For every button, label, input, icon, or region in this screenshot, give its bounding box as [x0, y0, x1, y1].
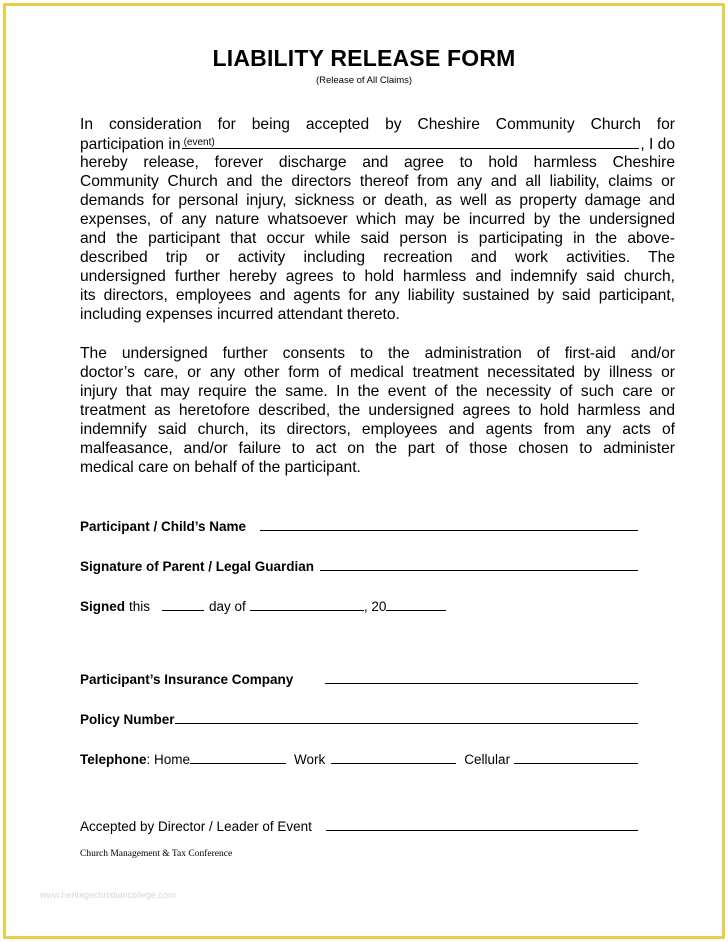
paragraph-line: treatment as heretofore described, the undersigned agrees to hold harmless and	[80, 402, 675, 419]
telephone-cellular-text: Cellular	[464, 752, 511, 767]
paragraph-line: indemnify said church, its directors, employees and agents from any acts of	[80, 421, 675, 438]
signed-month-blank[interactable]	[250, 597, 364, 611]
signed-year-text: , 20	[363, 599, 387, 614]
telephone-home-text: : Home	[146, 752, 191, 767]
insurance-blank[interactable]	[325, 670, 638, 684]
participant-name-label: Participant / Child’s Name	[80, 519, 247, 534]
paragraph-line: Community Church and the directors thereof from any and all liability, claims or	[80, 173, 675, 190]
event-line	[80, 134, 675, 153]
release-paragraph	[80, 115, 675, 324]
paragraph-line: hereby release, forever discharge and agree to hold harmless Cheshire	[80, 154, 675, 171]
insurance-field	[80, 670, 638, 687]
paragraph-line: its directors, employees and agents for any liability sustained by said participant,	[80, 287, 675, 304]
insurance-label: Participant’s Insurance Company	[80, 672, 294, 687]
paragraph-line: demands for personal injury, sickness or death, as well as property damage and	[80, 192, 675, 209]
signed-label: Signed	[80, 599, 126, 614]
signed-date-field	[80, 597, 638, 614]
paragraph-line: The undersigned further consents to the administration of first-aid and/or	[80, 345, 675, 362]
paragraph-line: described trip or activity including recreation and work activities. The	[80, 249, 675, 266]
participant-name-blank[interactable]	[260, 517, 638, 531]
signed-this-text: this	[129, 599, 151, 614]
policy-number-field	[80, 710, 638, 727]
paragraph-line: expenses, of any nature whatsoever which may be incurred by the undersigned	[80, 211, 675, 228]
telephone-label: Telephone	[80, 752, 147, 767]
accepted-by-label: Accepted by Director / Leader of Event	[80, 819, 312, 834]
form-title: LIABILITY RELEASE FORM	[212, 45, 516, 71]
form-subtitle: (Release of All Claims)	[315, 75, 413, 86]
participation-prefix: participation in	[80, 136, 181, 153]
paragraph-line: including expenses incurred attendant thereto.	[80, 306, 400, 323]
signed-day-of-text: day of	[209, 599, 246, 614]
signature-blank[interactable]	[320, 557, 638, 571]
telephone-work-blank[interactable]	[331, 750, 456, 764]
paragraph-line: medical care on behalf of the participant.	[80, 459, 361, 476]
telephone-home-blank[interactable]	[190, 750, 286, 764]
paragraph-line: doctor’s care, or any other form of medical treatment necessitated by illness or	[80, 364, 675, 381]
signature-label: Signature of Parent / Legal Guardian	[80, 559, 315, 574]
policy-number-label: Policy Number	[80, 712, 175, 727]
watermark-text: www.heritagechristiancollege.com	[40, 890, 176, 900]
paragraph-line: injury that may require the same. In the event of the necessity of such care or	[80, 383, 675, 400]
participant-name-field	[80, 517, 638, 534]
accepted-by-blank[interactable]	[326, 817, 638, 831]
paragraph-line: malfeasance, and/or failure to act on the part of those chosen to administer	[80, 440, 675, 457]
participation-suffix: , I do	[640, 136, 675, 153]
signature-field	[80, 557, 638, 574]
telephone-work-text: Work	[294, 752, 326, 767]
telephone-field	[80, 750, 638, 767]
signed-year-blank[interactable]	[386, 597, 446, 611]
paragraph-line: undersigned further hereby agrees to hold harmless and indemnify said church,	[80, 268, 675, 285]
footer-note: Church Management & Tax Conference	[80, 849, 233, 859]
telephone-cellular-blank[interactable]	[514, 750, 638, 764]
signed-day-blank[interactable]	[162, 597, 204, 611]
consent-paragraph	[80, 344, 675, 477]
event-blank[interactable]	[182, 134, 640, 149]
paragraph-line: and the participant that occur while said person is participating in the above-	[80, 230, 675, 247]
paragraph-line: In consideration for being accepted by Cheshire Community Church for	[80, 116, 675, 133]
event-label: (event)	[183, 137, 215, 148]
policy-number-blank[interactable]	[175, 710, 638, 724]
accepted-by-field	[80, 817, 638, 834]
